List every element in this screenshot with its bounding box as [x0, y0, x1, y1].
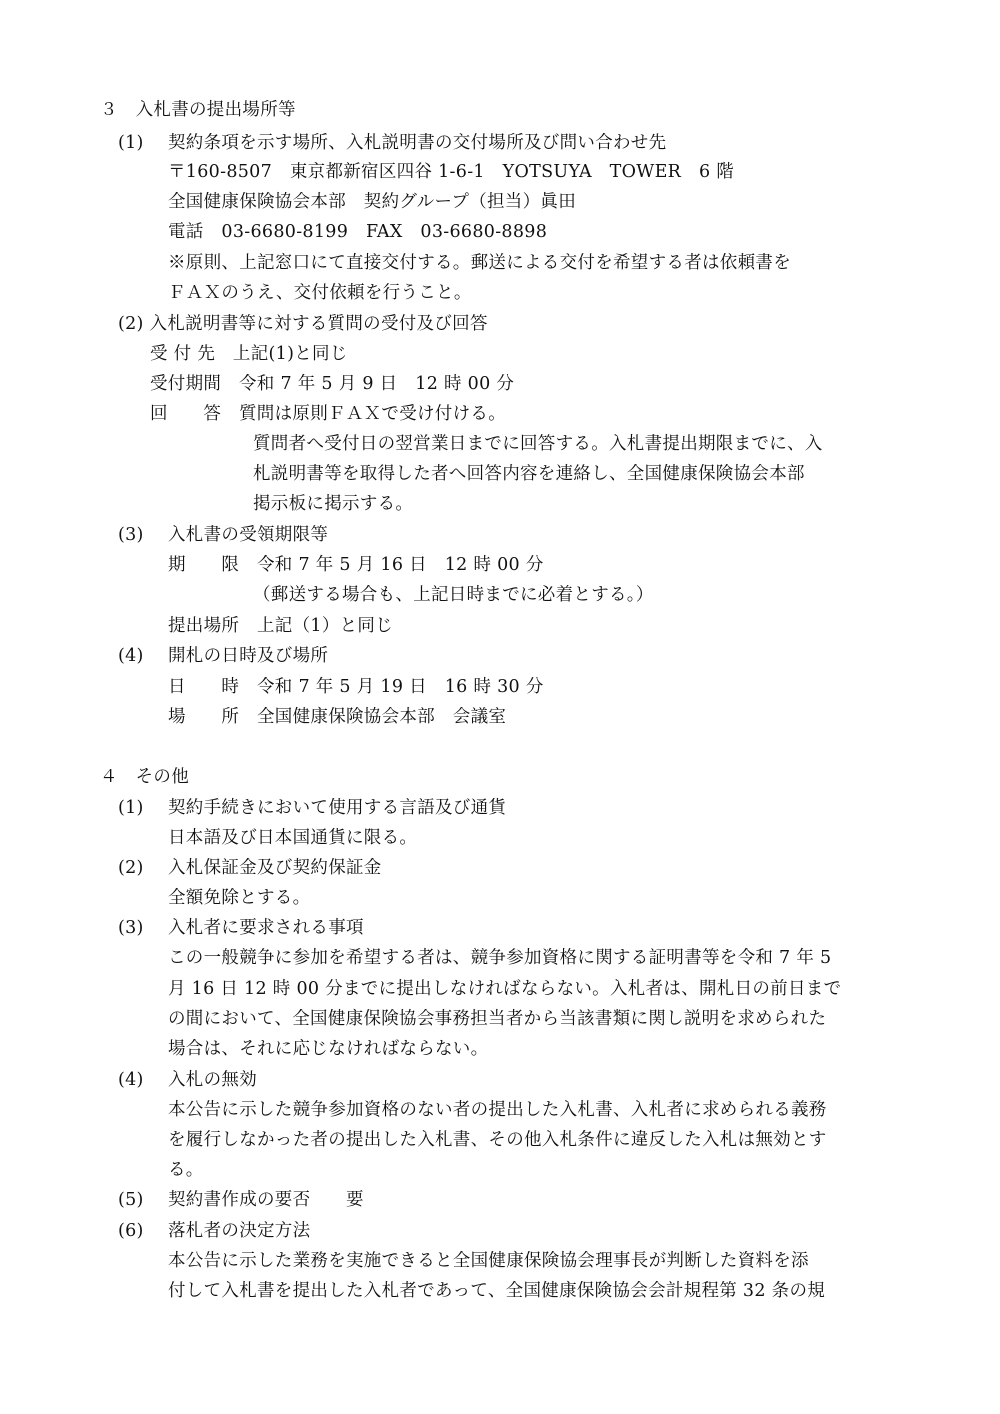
item-number: (3) [118, 525, 144, 545]
item-number: (1) [118, 798, 144, 818]
item-number: (2) [118, 858, 144, 878]
item-number: (4) [118, 646, 144, 666]
deadline-note: （郵送する場合も、上記日時までに必着とする。） [253, 585, 654, 605]
item-number: (5) [118, 1190, 144, 1210]
item-number: (3) [118, 918, 144, 938]
org-line: 全国健康保険協会本部 契約グループ（担当）眞田 [168, 192, 576, 212]
item-title: 契約手続きにおいて使用する言語及び通貨 [168, 798, 507, 818]
item-body-line: この一般競争に参加を希望する者は、競争参加資格に関する証明書等を令和 7 年 5 [168, 948, 832, 968]
item-body-line: 付して入札書を提出した入札者であって、全国健康保険協会会計規程第 32 条の規 [168, 1281, 826, 1301]
item-body: 全額免除とする。 [168, 888, 311, 908]
item-number: (1) [118, 133, 144, 153]
item-body-line: 月 16 日 12 時 00 分までに提出しなければならない。入札者は、開札日の前日まで [168, 979, 842, 999]
item-body-line: 本公告に示した業務を実施できると全国健康保険協会理事長が判断した資料を添 [168, 1251, 809, 1271]
item-body-line: 場合は、それに応じなければならない。 [168, 1039, 489, 1059]
phone-line: 電話 03-6680-8199 FAX 03-6680-8898 [168, 222, 548, 242]
item-body-line: の間において、全国健康保険協会事務担当者から当該書類に関し説明を求められた [168, 1009, 827, 1029]
section-3-heading: ３ 入札書の提出場所等 [100, 100, 296, 120]
item-body-line: 本公告に示した競争参加資格のない者の提出した入札書、入札者に求められる義務 [168, 1100, 827, 1120]
item-body-line: る。 [168, 1160, 204, 1180]
item-number: (6) [118, 1221, 144, 1241]
answer-detail-line: 掲示板に掲示する。 [253, 494, 414, 514]
deadline-line: 期 限 令和 7 年 5 月 16 日 12 時 00 分 [168, 555, 544, 575]
item-title: (2) 入札説明書等に対する質問の受付及び回答 [118, 314, 488, 334]
item-title: 落札者の決定方法 [168, 1221, 311, 1241]
answer-detail-line: 札説明書等を取得した者へ回答内容を連絡し、全国健康保険協会本部 [253, 464, 805, 484]
item-title: 開札の日時及び場所 [168, 646, 329, 666]
answer-detail-line: 質問者へ受付日の翌営業日までに回答する。入札書提出期限までに、入 [253, 434, 823, 454]
period-line: 受付期間 令和 7 年 5 月 9 日 12 時 00 分 [150, 374, 515, 394]
item-title: 入札保証金及び契約保証金 [168, 858, 382, 878]
item-title: 入札者に要求される事項 [168, 918, 364, 938]
place-line: 場 所 全国健康保険協会本部 会議室 [168, 707, 507, 727]
item-title: 入札書の受領期限等 [168, 525, 329, 545]
datetime-line: 日 時 令和 7 年 5 月 19 日 16 時 30 分 [168, 677, 544, 697]
answer-line: 回 答 質問は原則ＦＡＸで受け付ける。 [150, 404, 506, 424]
item-body: 日本語及び日本国通貨に限る。 [168, 828, 418, 848]
place-line: 提出場所 上記（1）と同じ [168, 616, 394, 636]
section-4-heading: ４ その他 [100, 767, 189, 787]
reception-line: 受 付 先 上記(1)と同じ [150, 344, 348, 364]
item-title: 契約条項を示す場所、入札説明書の交付場所及び問い合わせ先 [168, 133, 667, 153]
note-line: ※原則、上記窓口にて直接交付する。郵送による交付を希望する者は依頼書を [168, 253, 791, 273]
note-line: ＦＡＸのうえ、交付依頼を行うこと。 [168, 283, 472, 303]
item-title: 入札の無効 [168, 1070, 257, 1090]
address-line: 〒160-8507 東京都新宿区四谷 1-6-1 YOTSUYA TOWER 6 階 [168, 162, 735, 182]
item-title: 契約書作成の要否 要 [168, 1190, 364, 1210]
item-body-line: を履行しなかった者の提出した入札書、その他入札条件に違反した入札は無効とす [168, 1130, 827, 1150]
item-number: (4) [118, 1070, 144, 1090]
